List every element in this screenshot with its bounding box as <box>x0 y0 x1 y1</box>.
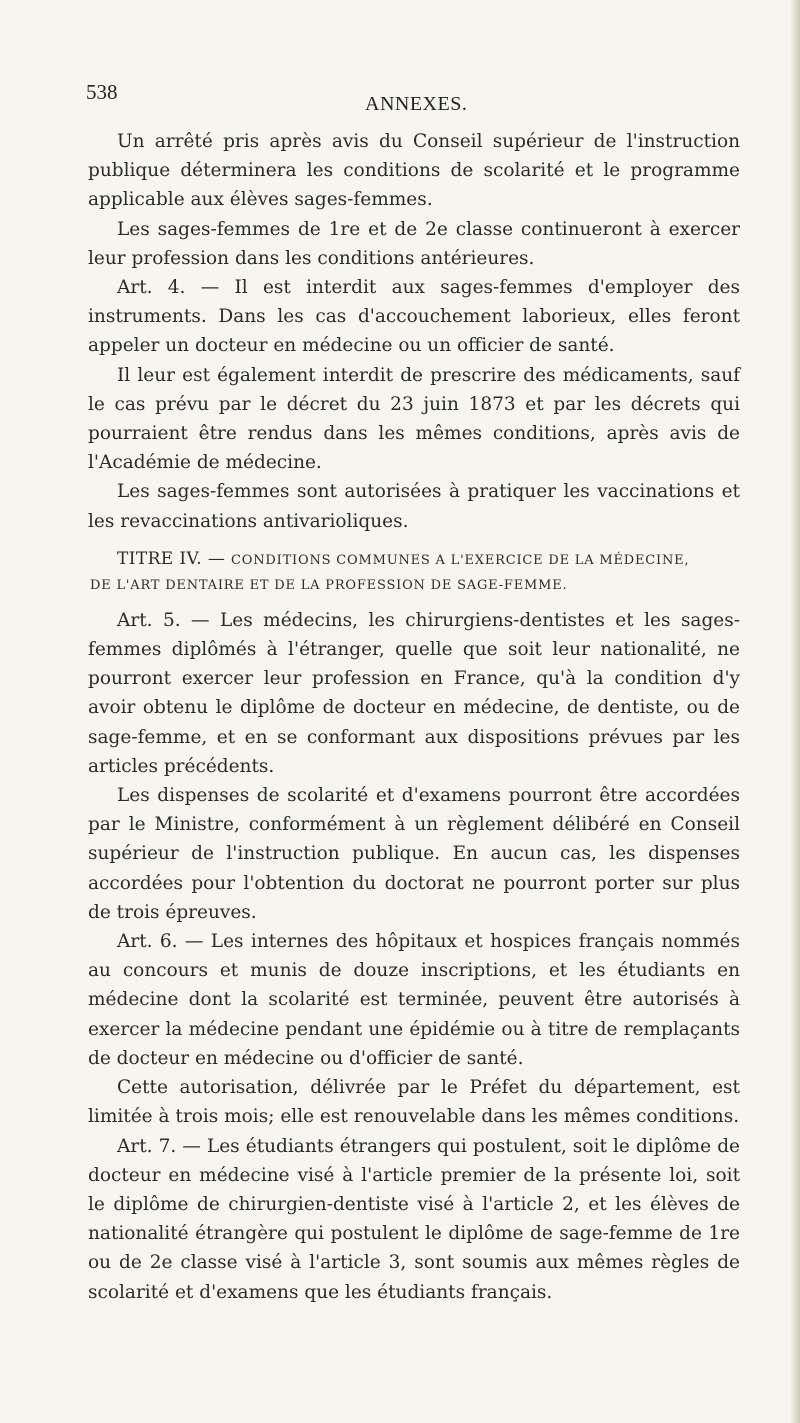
section-title <box>88 545 740 575</box>
page-edge-shadow <box>790 0 800 1423</box>
paragraph: Un arrêté pris après avis du Conseil supérieur de l'instruction publique déterminera les conditions de scolarité et le programme applicable aux élèves sages-femmes. <box>88 131 740 211</box>
paragraph: Il leur est également interdit de prescrire des médicaments, sauf le cas prévu par le décret du 23 juin 1873 et par les décrets qui pourraient être rendus dans les mêmes conditions, après avis de l'Académie de médecine. <box>88 364 740 474</box>
page-body <box>88 127 740 1307</box>
running-head: ANNEXES. <box>365 93 468 115</box>
paragraph: Cette autorisation, délivrée par le Préfet du département, est limitée à trois mois; elle est renouvelable dans les mêmes conditions. <box>88 1077 740 1128</box>
paragraph: Art. 5. — Les médecins, les chirurgiens-dentistes et les sages-femmes diplômés à l'étranger, quelle que soit leur nationalité, ne pourront exercer leur profession en France, qu'à la condition d'y avoir obtenu le diplôme de docteur en médecine, de dentiste, ou de sage-femme, et en se conformant aux dispositions prévues par les articles précédents. <box>88 609 740 777</box>
paragraph: Art. 4. — Il est interdit aux sages-femmes d'employer des instruments. Dans les cas d'accouchement laborieux, elles feront appeler un docteur en médecine ou un officier de santé. <box>88 277 740 357</box>
page-number: 538 <box>86 80 118 104</box>
paragraph: Les dispenses de scolarité et d'examens pourront être accordées par le Ministre, conformément à un règlement délibéré en Conseil supérieur de l'instruction publique. En aucun cas, les dispenses accordées pour l'obtention du doctorat ne pourront porter sur plus de trois épreuves. <box>88 785 740 923</box>
section-title-text: CONDITIONS COMMUNES A L'EXERCICE DE LA MÉDECINE, <box>231 552 690 568</box>
section-title-prefix: TITRE IV. — <box>117 548 232 569</box>
section-title-line2: DE L'ART DENTAIRE ET DE LA PROFESSION DE SAGE-FEMME. <box>90 577 568 593</box>
paragraph: Art. 7. — Les étudiants étrangers qui postulent, soit le diplôme de docteur en médecine visé à l'article premier de la présente loi, soit le diplôme de chirurgien-dentiste visé à l'article 2, et les élèves de nationalité étrangère qui postulent le diplôme de sage-femme de 1re ou de 2e classe visé à l'article 3, sont soumis aux mêmes règles de scolarité et d'examens que les étudiants français. <box>88 1135 740 1303</box>
paragraph: Les sages-femmes de 1re et de 2e classe continueront à exercer leur profession dans les conditions antérieures. <box>88 218 740 269</box>
paragraph: Les sages-femmes sont autorisées à pratiquer les vaccinations et les revaccinations antivarioliques. <box>88 481 740 532</box>
paragraph: Art. 6. — Les internes des hôpitaux et hospices français nommés au concours et munis de douze inscriptions, et les étudiants en médecine dont la scolarité est terminée, peuvent être autorisés à exercer la médecine pendant une épidémie ou à titre de remplaçants de docteur en médecine ou d'officier de santé. <box>88 931 740 1069</box>
